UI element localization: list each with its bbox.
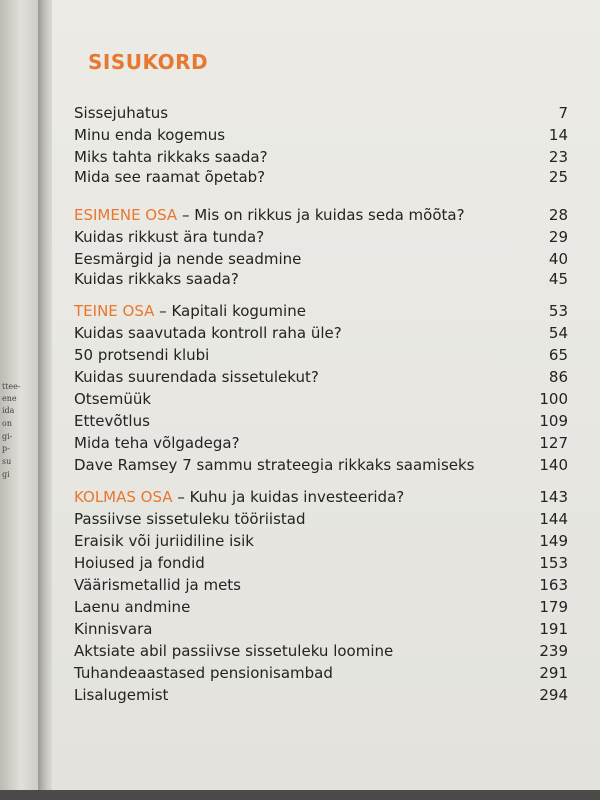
toc-part-heading[interactable] bbox=[74, 300, 568, 322]
toc-entry-title: Sissejuhatus bbox=[74, 104, 169, 122]
toc-entry-title: Aktsiate abil passiivse sissetuleku loomine bbox=[74, 642, 394, 660]
toc-entry[interactable] bbox=[74, 508, 568, 530]
toc-entry[interactable] bbox=[74, 410, 568, 432]
toc-entry-page: 14 bbox=[548, 126, 568, 144]
toc-entry-page: 143 bbox=[539, 488, 568, 506]
toc-entry-page: 45 bbox=[548, 270, 568, 288]
toc-entry-page: 53 bbox=[548, 302, 568, 320]
toc-entry[interactable] bbox=[74, 166, 568, 188]
toc-entry-page: 294 bbox=[539, 686, 568, 704]
toc-entry-page: 54 bbox=[548, 324, 568, 342]
toc-entry-title: Mida see raamat õpetab? bbox=[74, 168, 266, 186]
toc-entry[interactable] bbox=[74, 344, 568, 366]
toc-entry[interactable] bbox=[74, 366, 568, 388]
toc-entry[interactable] bbox=[74, 268, 568, 290]
toc-entry-page: 28 bbox=[548, 206, 568, 224]
facing-page-text: gi- bbox=[2, 432, 13, 441]
toc-entry-title: Lisalugemist bbox=[74, 686, 169, 704]
facing-page-text: p- bbox=[2, 444, 10, 453]
toc-entry-title: Dave Ramsey 7 sammu strateegia rikkaks saamiseks bbox=[74, 456, 475, 474]
part-label: KOLMAS OSA bbox=[74, 488, 173, 506]
toc-entry-page: 65 bbox=[548, 346, 568, 364]
toc-entry-page: 29 bbox=[548, 228, 568, 246]
toc-entry-page: 140 bbox=[539, 456, 568, 474]
toc-entry-title: Kuidas rikkaks saada? bbox=[74, 270, 239, 288]
contents-page bbox=[52, 0, 600, 790]
toc-entry-page: 23 bbox=[548, 148, 568, 166]
toc-entry-page: 239 bbox=[539, 642, 568, 660]
facing-page-text: ida bbox=[2, 406, 15, 415]
toc-entry-page: 86 bbox=[548, 368, 568, 386]
toc-part-heading[interactable] bbox=[74, 204, 568, 226]
part-label: TEINE OSA bbox=[74, 302, 155, 320]
table-surface bbox=[0, 790, 600, 800]
part-title: – Kapitali kogumine bbox=[154, 302, 306, 320]
toc-entry-page: 163 bbox=[539, 576, 568, 594]
toc-entry[interactable] bbox=[74, 552, 568, 574]
toc-entry[interactable] bbox=[74, 322, 568, 344]
toc-entry[interactable] bbox=[74, 640, 568, 662]
toc-entry[interactable] bbox=[74, 684, 568, 706]
toc-entry-title: Minu enda kogemus bbox=[74, 126, 226, 144]
toc-entry[interactable] bbox=[74, 388, 568, 410]
toc-entry[interactable] bbox=[74, 226, 568, 248]
toc-entry-title: Ettevõtlus bbox=[74, 412, 150, 430]
facing-page-text: ene bbox=[2, 394, 17, 403]
toc-entry-page: 25 bbox=[548, 168, 568, 186]
toc-entry-title: 50 protsendi klubi bbox=[74, 346, 210, 364]
toc-entry-page: 191 bbox=[539, 620, 568, 638]
toc-part-heading[interactable] bbox=[74, 486, 568, 508]
toc-entry[interactable] bbox=[74, 146, 568, 168]
book-gutter bbox=[38, 0, 52, 800]
toc-entry[interactable] bbox=[74, 596, 568, 618]
toc-entry-title: Passiivse sissetuleku tööriistad bbox=[74, 510, 306, 528]
facing-page-edge bbox=[0, 0, 38, 800]
toc-entry-title: Väärismetallid ja mets bbox=[74, 576, 241, 594]
toc-entry-title: Mida teha võlgadega? bbox=[74, 434, 240, 452]
part-title: – Kuhu ja kuidas investeerida? bbox=[172, 488, 405, 506]
toc-entry[interactable] bbox=[74, 248, 568, 270]
toc-entry-page: 40 bbox=[548, 250, 568, 268]
part-title: – Mis on rikkus ja kuidas seda mõõta? bbox=[177, 206, 465, 224]
toc-entry-page: 144 bbox=[539, 510, 568, 528]
toc-entry-page: 153 bbox=[539, 554, 568, 572]
facing-page-text: ttee- bbox=[2, 382, 21, 391]
toc-entry[interactable] bbox=[74, 454, 568, 476]
toc-entry-title: Eraisik või juriidiline isik bbox=[74, 532, 254, 550]
toc-entry[interactable] bbox=[74, 662, 568, 684]
toc-entry[interactable] bbox=[74, 432, 568, 454]
toc-entry[interactable] bbox=[74, 124, 568, 146]
facing-page-text: su bbox=[2, 457, 12, 466]
toc-entry-title: Miks tahta rikkaks saada? bbox=[74, 148, 268, 166]
toc-entry-title: Otsemüük bbox=[74, 390, 152, 408]
part-label: ESIMENE OSA bbox=[74, 206, 178, 224]
toc-entry-title: Eesmärgid ja nende seadmine bbox=[74, 250, 302, 268]
toc-entry[interactable] bbox=[74, 102, 568, 124]
page-title: SISUKORD bbox=[88, 50, 209, 74]
toc-entry-page: 100 bbox=[539, 390, 568, 408]
toc-entry[interactable] bbox=[74, 574, 568, 596]
facing-page-text: on bbox=[2, 419, 12, 428]
toc-entry-title: Laenu andmine bbox=[74, 598, 191, 616]
toc-entry-title: Tuhandeaastased pensionisambad bbox=[74, 664, 333, 682]
toc-entry-page: 291 bbox=[539, 664, 568, 682]
toc-entry-title: Kuidas suurendada sissetulekut? bbox=[74, 368, 319, 386]
toc-entry-page: 179 bbox=[539, 598, 568, 616]
toc-entry[interactable] bbox=[74, 618, 568, 640]
toc-entry-title: Kuidas saavutada kontroll raha üle? bbox=[74, 324, 342, 342]
toc-entry-page: 149 bbox=[539, 532, 568, 550]
toc-entry-title: Kuidas rikkust ära tunda? bbox=[74, 228, 265, 246]
toc-entry-page: 109 bbox=[539, 412, 568, 430]
toc-entry-page: 7 bbox=[558, 104, 568, 122]
toc-entry-title: Kinnisvara bbox=[74, 620, 153, 638]
toc-entry[interactable] bbox=[74, 530, 568, 552]
toc-entry-page: 127 bbox=[539, 434, 568, 452]
facing-page-text: gi bbox=[2, 470, 10, 479]
toc-entry-title: Hoiused ja fondid bbox=[74, 554, 205, 572]
